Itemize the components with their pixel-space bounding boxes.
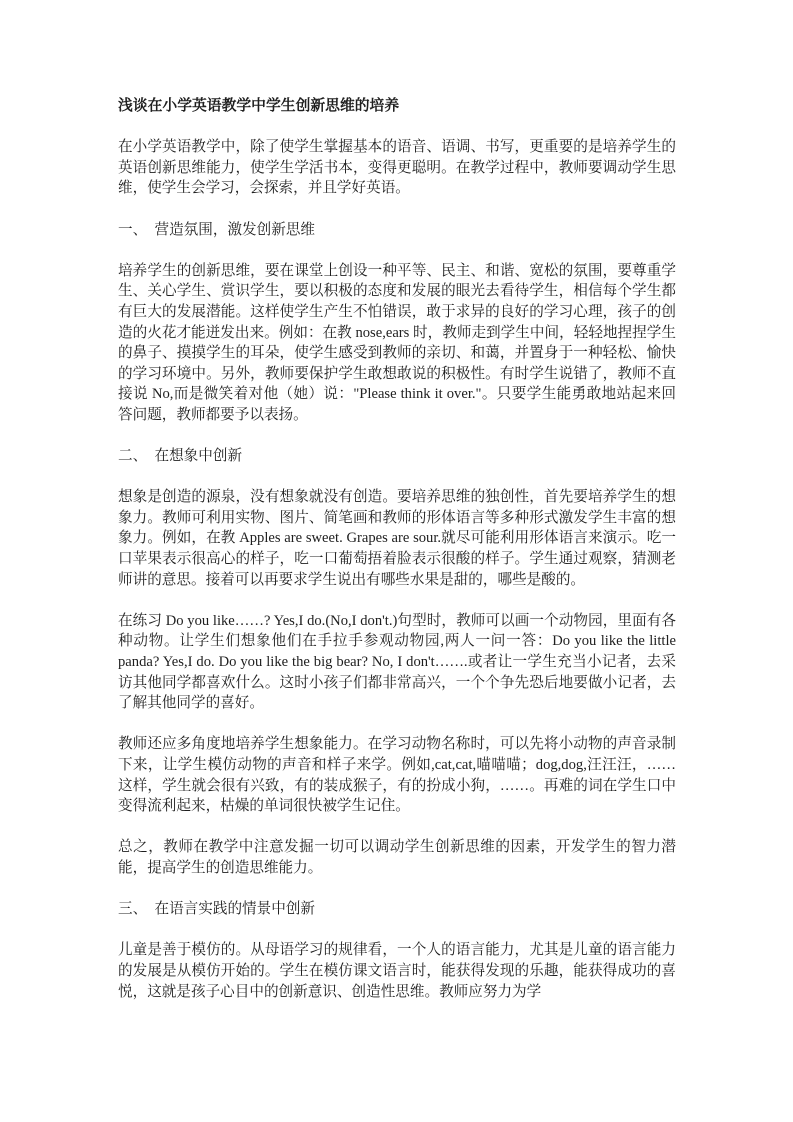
section-3-heading: 三、 在语言实践的情景中创新 xyxy=(118,901,316,918)
section-2-heading: 二、 在想象中创新 xyxy=(118,448,243,465)
document-title: 浅谈在小学英语教学中学生创新思维的培养 xyxy=(118,98,400,114)
section-1-paragraph-1: 培养学生的创新思维，要在课堂上创设一种平等、民主、和谐、宽松的氛围，要尊重学生、关心学生、赏识学生，要以积极的态度和发展的眼光去看待学生，相信每个学生都有巨大的发展潜能。这样使学生产生不怕错误，敢于求异的良好的学习心理，孩子的创造的火花才能迸发出来。例如：在教 nose,ears 时，教师走到学生中间，轻轻地捏捏学生的鼻子、摸摸学生的耳朵，使学生感受到教师的亲切、和蔼，并置身于一种轻松、愉快的学习环境中。另外，教师要保护学生敢想敢说的积极性。有时学生说错了，教师不直接说 No,而是微笑着对他（她）说："Please think it over."。只要学生能勇敢地站起来回答问题，教师都要予以表扬。 xyxy=(118,262,676,423)
section-2-paragraph-1: 想象是创造的源泉，没有想象就没有创造。要培养思维的独创性，首先要培养学生的想象力。教师可利用实物、图片、简笔画和教师的形体语言等多种形式激发学生丰富的想象力。例如，在教 Apples are sweet. Grapes are sour.就尽可能利用形体语言来演示。吃一口苹果表示很高心的样子，吃一口葡萄捂着脸表示很酸的样子。学生通过观察，猜测老师讲的意思。接着可以再要求学生说出有哪些水果是甜的，哪些是酸的。 xyxy=(118,489,676,588)
section-2-paragraph-2: 在练习 Do you like……? Yes,I do.(No,I don't.)句型时，教师可以画一个动物园，里面有各种动物。让学生们想象他们在手拉手参观动物园,两人一问一答：Do you like the little panda? Yes,I do. Do you like the big bear? No, I don't…….或者让一学生充当小记者，去采访其他同学都喜欢什么。这时小孩子们都非常高兴，一个个争先恐后地要做小记者，去了解其他同学的喜好。 xyxy=(118,612,676,712)
section-3-paragraph-1: 儿童是善于模仿的。从母语学习的规律看，一个人的语言能力，尤其是儿童的语言能力的发展是从模仿开始的。学生在模仿课文语言时，能获得发现的乐趣，能获得成功的喜悦，这就是孩子心目中的创新意识、创造性思维。教师应努力为学 xyxy=(118,942,676,1000)
section-2-paragraph-3: 教师还应多角度地培养学生想象能力。在学习动物名称时，可以先将小动物的声音录制下来，让学生模仿动物的声音和样子来学。例如,cat,cat,喵喵喵；dog,dog,汪汪汪，……这样，学生就会很有兴致，有的装成猴子，有的扮成小狗，……。再难的词在学生口中变得流利起来，枯燥的单词很快被学生记住。 xyxy=(118,736,676,815)
intro-paragraph: 在小学英语教学中，除了使学生掌握基本的语音、语调、书写，更重要的是培养学生的英语创新思维能力，使学生学活书本，变得更聪明。在教学过程中，教师要调动学生思维，使学生会学习，会探索，并且学好英语。 xyxy=(118,139,676,197)
section-2-paragraph-4: 总之，教师在教学中注意发掘一切可以调动学生创新思维的因素，开发学生的智力潜能，提高学生的创造思维能力。 xyxy=(118,839,676,876)
section-1-heading: 一、 营造氛围，激发创新思维 xyxy=(118,221,316,238)
